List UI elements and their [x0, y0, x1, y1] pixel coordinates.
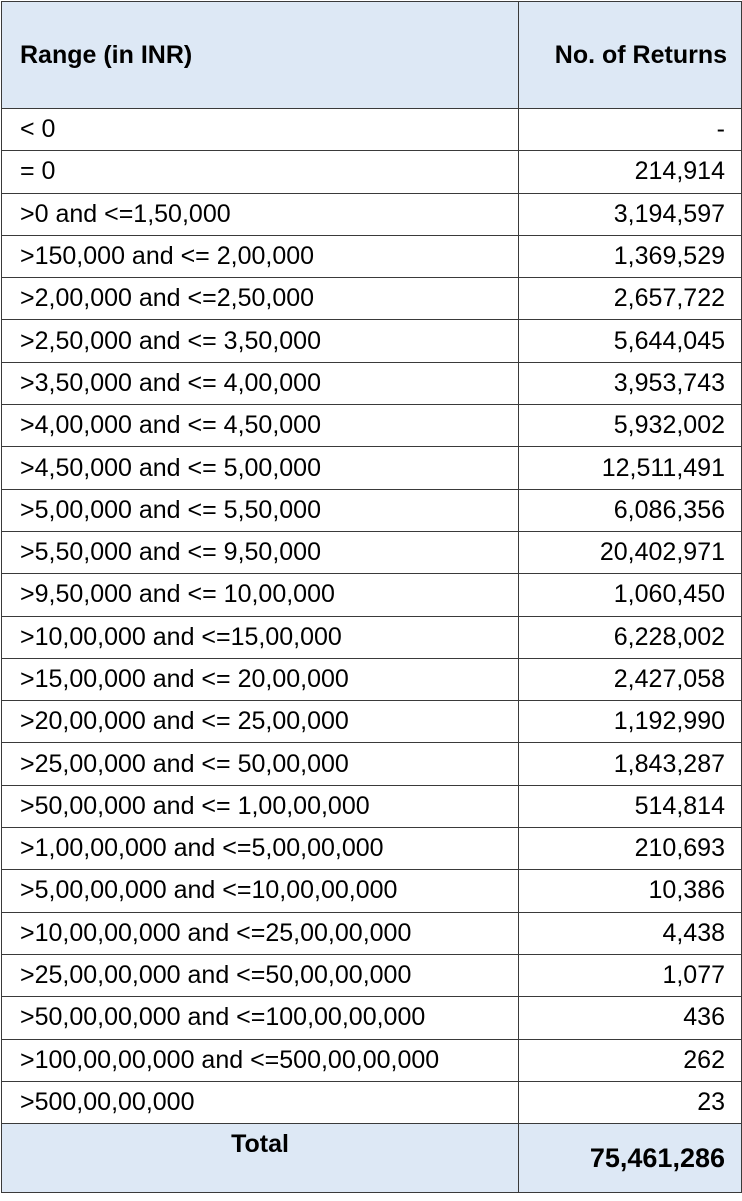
- returns-cell: -: [519, 109, 742, 151]
- returns-cell: 514,814: [519, 785, 742, 827]
- returns-cell: 12,511,491: [519, 447, 742, 489]
- returns-cell: 20,402,971: [519, 531, 742, 573]
- table-row: [2, 701, 742, 743]
- returns-cell: 1,077: [519, 954, 742, 996]
- range-cell: >50,00,00,000 and <=100,00,00,000: [2, 997, 519, 1039]
- returns-cell: 3,953,743: [519, 362, 742, 404]
- table-row: [2, 531, 742, 573]
- column-header-range: Range (in INR): [2, 2, 519, 109]
- range-cell: >1,00,00,000 and <=5,00,00,000: [2, 828, 519, 870]
- table-body: [2, 109, 742, 1124]
- range-cell: >4,00,000 and <= 4,50,000: [2, 405, 519, 447]
- range-cell: >2,00,000 and <=2,50,000: [2, 278, 519, 320]
- range-cell: < 0: [2, 109, 519, 151]
- table-row: [2, 658, 742, 700]
- returns-cell: 5,644,045: [519, 320, 742, 362]
- table-row: [2, 235, 742, 277]
- returns-cell: 10,386: [519, 870, 742, 912]
- returns-cell: 3,194,597: [519, 193, 742, 235]
- returns-cell: 5,932,002: [519, 405, 742, 447]
- table-row: [2, 828, 742, 870]
- table-row: [2, 320, 742, 362]
- range-cell: >5,00,000 and <= 5,50,000: [2, 489, 519, 531]
- range-cell: >9,50,000 and <= 10,00,000: [2, 574, 519, 616]
- returns-table-container: [0, 1, 742, 1201]
- range-cell: >2,50,000 and <= 3,50,000: [2, 320, 519, 362]
- table-row: [2, 151, 742, 193]
- returns-cell: 6,086,356: [519, 489, 742, 531]
- table-row: [2, 278, 742, 320]
- table-row: [2, 870, 742, 912]
- table-row: [2, 489, 742, 531]
- returns-cell: 1,060,450: [519, 574, 742, 616]
- table-footer: [2, 1124, 742, 1193]
- range-cell: >50,00,000 and <= 1,00,00,000: [2, 785, 519, 827]
- table-row: [2, 405, 742, 447]
- range-cell: >4,50,000 and <= 5,00,000: [2, 447, 519, 489]
- table-row: [2, 954, 742, 996]
- range-cell: >100,00,00,000 and <=500,00,00,000: [2, 1039, 519, 1081]
- table-row: [2, 447, 742, 489]
- range-cell: >0 and <=1,50,000: [2, 193, 519, 235]
- range-cell: >25,00,000 and <= 50,00,000: [2, 743, 519, 785]
- range-cell: >10,00,000 and <=15,00,000: [2, 616, 519, 658]
- range-cell: >150,000 and <= 2,00,000: [2, 235, 519, 277]
- range-cell: >500,00,00,000: [2, 1081, 519, 1123]
- table-row: [2, 785, 742, 827]
- header-row: [2, 2, 742, 109]
- table-row: [2, 1039, 742, 1081]
- returns-cell: 1,843,287: [519, 743, 742, 785]
- returns-cell: 262: [519, 1039, 742, 1081]
- range-cell: >15,00,000 and <= 20,00,000: [2, 658, 519, 700]
- table-row: [2, 616, 742, 658]
- range-cell: >10,00,00,000 and <=25,00,00,000: [2, 912, 519, 954]
- range-cell: >3,50,000 and <= 4,00,000: [2, 362, 519, 404]
- returns-cell: 6,228,002: [519, 616, 742, 658]
- returns-cell: 1,192,990: [519, 701, 742, 743]
- table-row: [2, 193, 742, 235]
- returns-cell: 210,693: [519, 828, 742, 870]
- range-cell: >5,50,000 and <= 9,50,000: [2, 531, 519, 573]
- returns-cell: 214,914: [519, 151, 742, 193]
- range-cell: = 0: [2, 151, 519, 193]
- total-label: Total: [2, 1124, 519, 1193]
- returns-by-range-table: [1, 1, 742, 1193]
- range-cell: >25,00,00,000 and <=50,00,00,000: [2, 954, 519, 996]
- table-row: [2, 997, 742, 1039]
- table-header: [2, 2, 742, 109]
- table-row: [2, 912, 742, 954]
- table-row: [2, 743, 742, 785]
- table-row: [2, 574, 742, 616]
- range-cell: >5,00,00,000 and <=10,00,00,000: [2, 870, 519, 912]
- table-row: [2, 109, 742, 151]
- returns-cell: 2,657,722: [519, 278, 742, 320]
- table-row: [2, 1081, 742, 1123]
- table-row: [2, 362, 742, 404]
- returns-cell: 1,369,529: [519, 235, 742, 277]
- returns-cell: 2,427,058: [519, 658, 742, 700]
- range-cell: >20,00,000 and <= 25,00,000: [2, 701, 519, 743]
- returns-cell: 436: [519, 997, 742, 1039]
- returns-cell: 4,438: [519, 912, 742, 954]
- column-header-returns: No. of Returns: [519, 2, 742, 109]
- returns-cell: 23: [519, 1081, 742, 1123]
- total-value: 75,461,286: [519, 1124, 742, 1193]
- total-row: [2, 1124, 742, 1193]
